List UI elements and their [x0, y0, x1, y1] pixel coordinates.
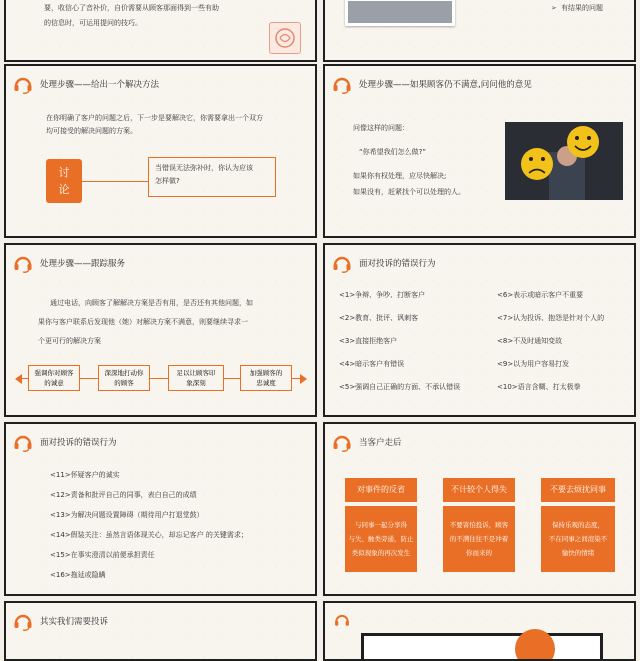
s3-p2: 均可接受的解决问题的方案。 [46, 127, 137, 135]
s5-p2: 果你与客户联系后发现他（她）对解决方案不满意，则要继续寻求一 [38, 318, 248, 326]
photo-frame [345, 0, 455, 26]
slide-10[interactable] [323, 601, 636, 661]
dark-frame [361, 633, 603, 661]
arrow-right-head [300, 374, 307, 384]
headset-icon [12, 73, 34, 95]
slide-9[interactable] [4, 601, 317, 661]
headset-icon [331, 431, 353, 453]
slide-6[interactable] [323, 243, 636, 417]
s6-left-3: <4>暗示客户有错误 [339, 360, 405, 368]
s6-left-1: <2>教育、批评、讽刺客 [339, 314, 419, 322]
headset-icon [12, 610, 34, 632]
step-box-1: 强调你对顾客 的诚意 [28, 365, 80, 391]
s1-line2: 的信息时，可运用提问的技巧。 [44, 19, 142, 27]
s7-item-3: <14>假装关注：虽然言语体现关心，却忘记客户 的关键需求； [50, 531, 248, 539]
s5-p3: 个更可行的解决方案 [38, 337, 101, 345]
s8-col1-head: 对事件的反省 [345, 478, 417, 502]
orange-circle [515, 629, 555, 661]
slide-1[interactable] [4, 0, 317, 62]
slide-5[interactable] [4, 243, 317, 417]
seal-logo [269, 22, 301, 54]
s3-title: 处理步骤——给出一个解决方法 [40, 80, 160, 90]
s8-col3-body: 保持乐观的态度， 不在同事之间渲染不 愉快的情绪 [541, 506, 615, 572]
s6-right-2: <8>不及时通知变故 [497, 337, 563, 345]
step-box-2: 深深地打动你 的顾客 [98, 365, 150, 391]
s8-col1-body: 与同事一起分享得 与失、触类旁通，防止 类似现象的再次发生 [345, 506, 417, 572]
s7-title: 面对投诉的错误行为 [40, 438, 117, 448]
slide-3[interactable] [4, 64, 317, 238]
headset-icon-small [333, 611, 351, 633]
s7-item-4: <15>在事实澄清以前便承担责任 [50, 551, 155, 559]
s4-l3: 如果你有权处理，应尽快解决; [353, 172, 447, 180]
s6-right-3: <9>以为用户容易打发 [497, 360, 570, 368]
headset-icon [331, 73, 353, 95]
slide-2[interactable] [323, 0, 636, 62]
s5-title: 处理步骤——跟踪服务 [40, 259, 126, 269]
headset-icon [12, 252, 34, 274]
emoji-photo [505, 122, 623, 200]
s2-bullet: 有结果的问题 [561, 4, 603, 12]
slide-8[interactable] [323, 422, 636, 596]
s6-title: 面对投诉的错误行为 [359, 259, 436, 269]
s4-l2: “你希望我们怎么做?” [359, 148, 426, 156]
slide-4[interactable] [323, 64, 636, 238]
s3-q1: 当错误无法弥补时，你认为应该 [155, 164, 253, 172]
s6-left-2: <3>直接拒绝客户 [339, 337, 398, 345]
s8-title: 当客户走后 [359, 438, 402, 448]
s7-item-1: <12>责备和批评自己的同事，表白自己的成绩 [50, 491, 197, 499]
s6-left-4: <5>强调自己正确的方面、不承认错误 [339, 383, 461, 391]
s4-l4: 如果没有，赶紧找个可以处理的人。 [353, 188, 465, 196]
s3-p1: 在你明确了客户的问题之后，下一步是要解决它，你需要拿出一个双方 [46, 114, 263, 122]
s4-title: 处理步骤——如果顾客仍不满意,问问他的意见 [359, 80, 532, 90]
s7-item-0: <11>怀疑客户的诚实 [50, 471, 120, 479]
badge-char-1: 讨 [58, 166, 70, 179]
arrow-left-head [15, 374, 22, 384]
badge-connector [82, 181, 148, 182]
s4-l1: 问像这样的问题： [353, 124, 409, 132]
s5-p1: 通过电话，向顾客了解解决方案是否有用，是否还有其他问题，如 [50, 299, 253, 307]
question-box [148, 157, 276, 197]
s6-right-1: <7>认为投诉、抱怨是针对个人的 [497, 314, 605, 322]
s1-line1: 要，收信心了音补价，自价需要从顾客那面得到一些有助 [44, 4, 219, 12]
s8-col3-head: 不要去烦扰同事 [541, 478, 615, 502]
step-box-4: 加强顾客的 忠诚度 [240, 365, 292, 391]
step-box-3: 足以让顾客印 象深刻 [168, 365, 224, 391]
s6-right-0: <6>表示或暗示客户不重要 [497, 291, 584, 299]
s9-title: 其实我们需要投诉 [40, 617, 109, 627]
discuss-badge [46, 159, 82, 203]
slide-7[interactable] [4, 422, 317, 596]
headset-icon [12, 431, 34, 453]
headset-icon [331, 252, 353, 274]
s7-item-5: <16>拖延或隐瞒 [50, 571, 106, 579]
bullet-icon: ➢ [551, 4, 557, 12]
s6-right-4: <10>语言含糊、打太极拳 [497, 383, 581, 391]
s6-left-0: <1>争辩、争吵、打断客户 [339, 291, 426, 299]
s7-item-2: <13>为解决问题设置障碍（期待用户打退堂鼓） [50, 511, 204, 519]
badge-char-2: 论 [58, 183, 70, 196]
s8-col2-body: 不要害怕投诉，顾客 的不满往往不是冲着 你而来的 [443, 506, 515, 572]
s3-q2: 怎样做? [155, 177, 180, 185]
s8-col2-head: 不计较个人得失 [443, 478, 515, 502]
